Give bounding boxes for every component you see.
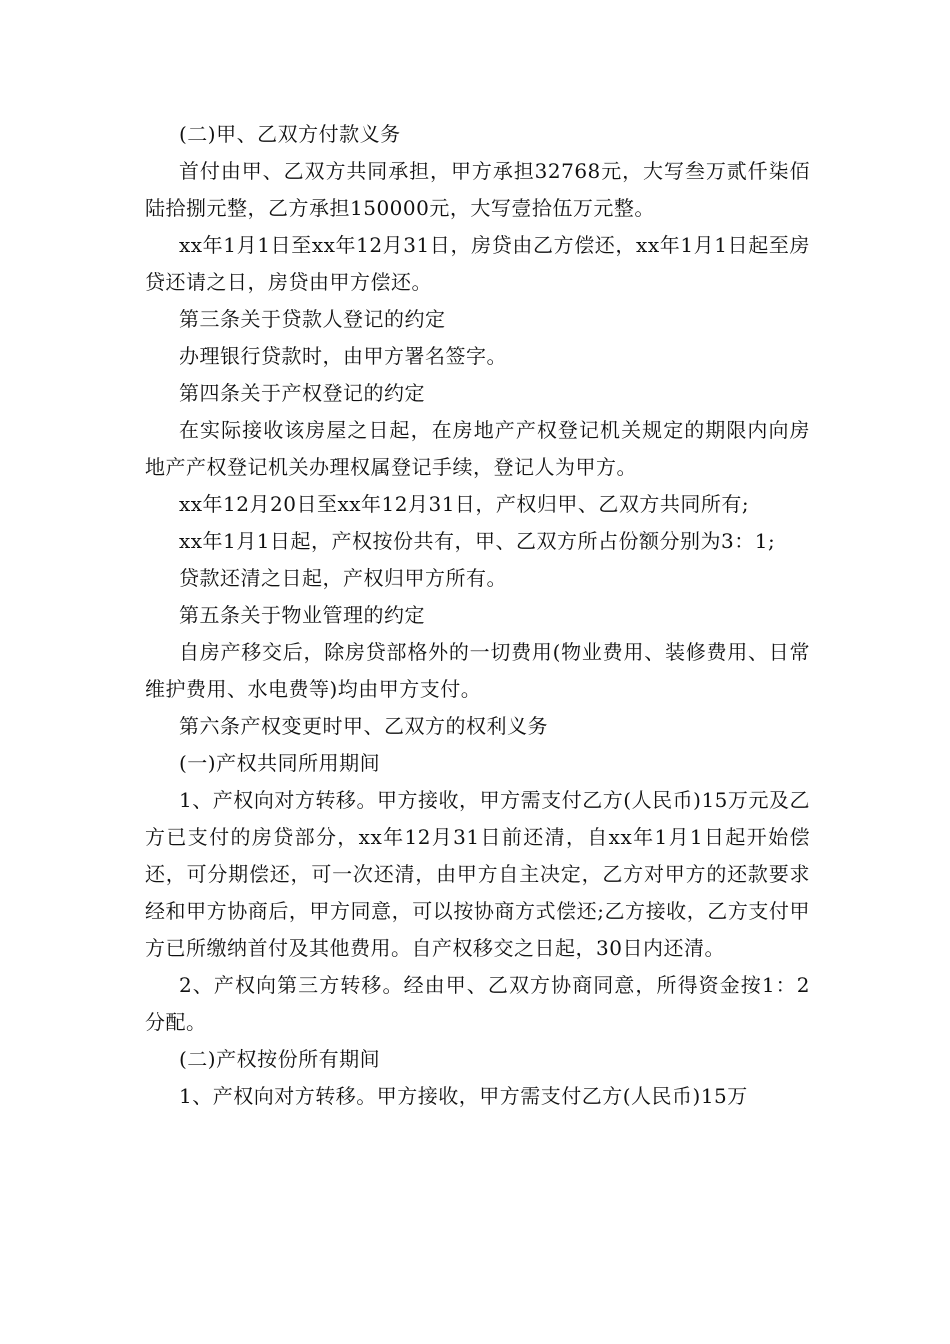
body-paragraph: 办理银行贷款时，由甲方署名签字。 [179, 344, 507, 368]
article-heading: 第三条关于贷款人登记的约定 [179, 307, 446, 331]
body-paragraph: 1、产权向对方转移。甲方接收，甲方需支付乙方(人民币)15万 [179, 1084, 748, 1108]
section-heading: (一)产权共同所用期间 [179, 751, 381, 775]
body-paragraph: 1、产权向对方转移。甲方接收，甲方需支付乙方(人民币)15万元及乙方已支付的房贷部分，xx年12月31日前还清，自xx年1月1日起开始偿还，可分期偿还，可一次还清，由甲方自主决定，乙方对甲方的还款要求经和甲方协商后，甲方同意，可以按协商方式偿还;乙方接收，乙方支付甲方已所缴纳首付及其他费用。自产权移交之日起，30日内还清。 [145, 788, 810, 960]
body-paragraph: 首付由甲、乙双方共同承担，甲方承担32768元，大写叁万贰仟柒佰陆拾捌元整，乙方承担150000元，大写壹拾伍万元整。 [145, 159, 810, 220]
section-heading: (二)产权按份所有期间 [179, 1047, 381, 1071]
body-paragraph: 2、产权向第三方转移。经由甲、乙双方协商同意，所得资金按1：2分配。 [145, 973, 810, 1034]
article-heading: 第五条关于物业管理的约定 [179, 603, 425, 627]
body-paragraph: xx年12月20日至xx年12月31日，产权归甲、乙双方共同所有; [179, 492, 750, 516]
article-heading: 第四条关于产权登记的约定 [179, 381, 425, 405]
body-paragraph: 在实际接收该房屋之日起，在房地产产权登记机关规定的期限内向房地产产权登记机关办理权属登记手续，登记人为甲方。 [145, 418, 810, 479]
document-body [145, 116, 810, 1115]
body-paragraph: xx年1月1日至xx年12月31日，房贷由乙方偿还，xx年1月1日起至房贷还请之日，房贷由甲方偿还。 [145, 233, 810, 294]
body-paragraph: 自房产移交后，除房贷部格外的一切费用(物业费用、装修费用、日常维护费用、水电费等)均由甲方支付。 [145, 640, 810, 701]
body-paragraph: 贷款还清之日起，产权归甲方所有。 [179, 566, 507, 590]
article-heading: 第六条产权变更时甲、乙双方的权利义务 [179, 714, 548, 738]
section-heading: (二)甲、乙双方付款义务 [179, 122, 401, 146]
body-paragraph: xx年1月1日起，产权按份共有，甲、乙双方所占份额分别为3：1; [179, 529, 776, 553]
